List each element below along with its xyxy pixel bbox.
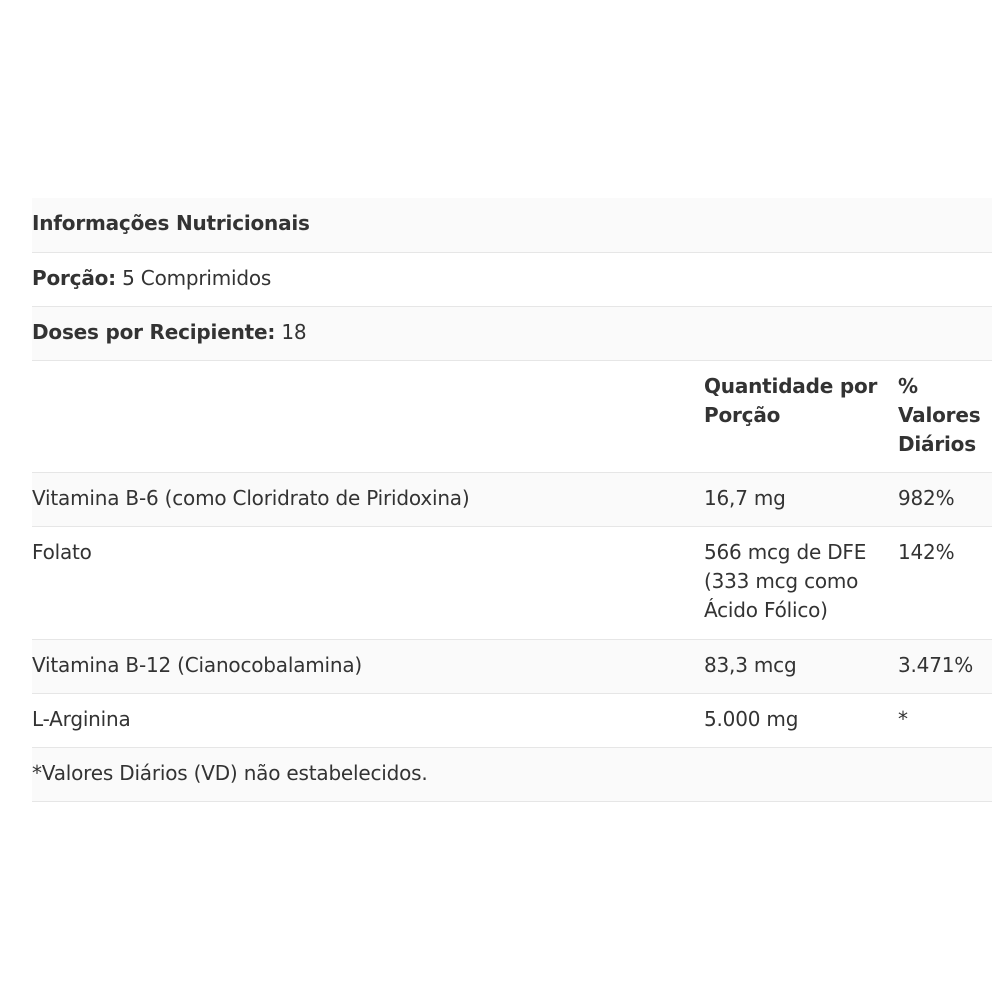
column-header-empty — [32, 360, 704, 472]
doses-cell — [32, 306, 992, 360]
nutrient-amount: 16,7 mg — [704, 485, 786, 510]
serving-label: Porção: — [32, 265, 116, 290]
footnote-row — [32, 747, 992, 801]
nutrition-facts-table — [32, 198, 992, 802]
nutrient-name: Vitamina B-12 (Cianocobalamina) — [32, 652, 363, 677]
doses-value: 18 — [281, 319, 307, 344]
nutrient-amount: 83,3 mcg — [704, 652, 797, 677]
nutrient-amount: 5.000 mg — [704, 706, 799, 731]
table-row — [32, 639, 992, 693]
nutrient-name: Vitamina B-6 (como Cloridrato de Piridoxina) — [32, 485, 470, 510]
column-header-row — [32, 360, 992, 472]
serving-row — [32, 252, 992, 306]
table-row — [32, 472, 992, 526]
footnote: *Valores Diários (VD) não estabelecidos. — [32, 760, 428, 785]
serving-cell — [32, 252, 992, 306]
title-row — [32, 198, 992, 252]
nutrient-daily-value: 3.471% — [898, 652, 974, 677]
serving-value: 5 Comprimidos — [122, 265, 272, 290]
nutrient-daily-value: 142% — [898, 539, 955, 564]
table-title: Informações Nutricionais — [32, 211, 310, 235]
column-header-amount: Quantidade por Porção — [704, 373, 878, 427]
table-row — [32, 693, 992, 747]
table-row — [32, 526, 992, 639]
doses-label: Doses por Recipiente: — [32, 319, 276, 344]
nutrient-name: L-Arginina — [32, 706, 131, 731]
nutrient-daily-value: 982% — [898, 485, 955, 510]
column-header-daily-value: % Valores Diários — [898, 373, 981, 456]
doses-row — [32, 306, 992, 360]
nutrient-daily-value: * — [898, 706, 908, 731]
nutrient-name: Folato — [32, 539, 92, 564]
nutrient-amount: 566 mcg de DFE (333 mcg como Ácido Fólico) — [704, 539, 867, 622]
